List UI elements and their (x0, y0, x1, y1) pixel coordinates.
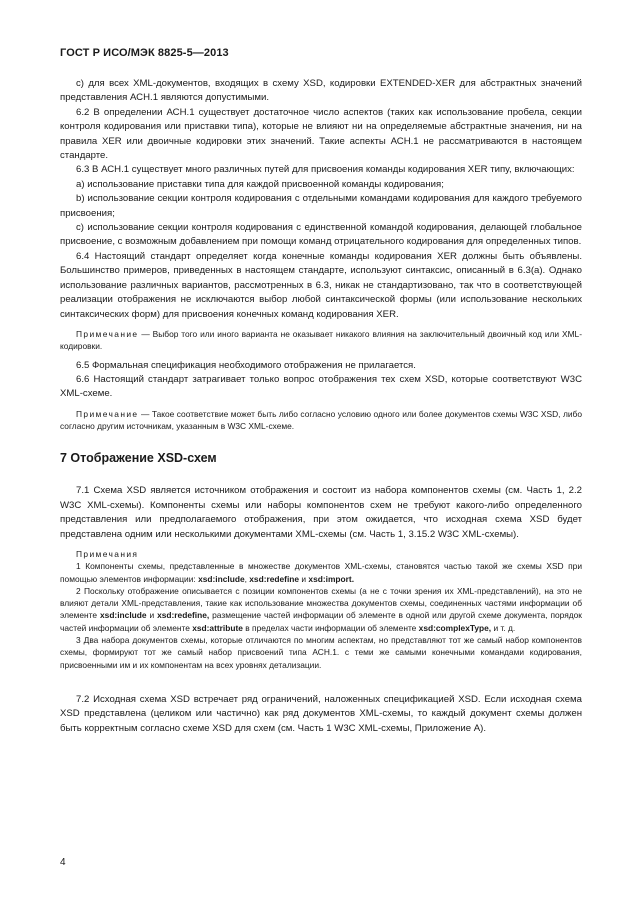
code-term: xsd:redefine, (157, 610, 210, 621)
page-content (60, 77, 582, 736)
paragraph-6-3: 6.3 В АСН.1 существует много различных путей для присвоения команды кодирования XER типу, включающих: (76, 164, 575, 176)
paragraph-6-3-c: с) использование секции контроля кодирования с единственной командой кодирования, делающей глобальное присвоение, с возможным добавлением при помощи команд отрицательного кодирования для определенных типов. (60, 222, 582, 248)
paragraph-6-5: 6.5 Формальная спецификация необходимого отображения не прилагается. (76, 359, 416, 371)
note-text: — Выбор того или иного варианта не оказывает никакого влияния на заключительный двоичный код или XML-кодировки. (60, 328, 582, 352)
note-text: размещение частей информации об элементе в одной или другой схеме документа, порядок частей информации об элементе (60, 610, 582, 633)
note-7-1-2 (60, 585, 582, 634)
paragraph-6-3-b: b) использование секции контроля кодирования с отдельными командами кодирования для каждого требуемого присвоения; (60, 193, 582, 219)
note-text: , (244, 573, 250, 584)
code-term: xsd:include (198, 573, 245, 584)
note-text: и (146, 610, 158, 621)
note-text: и (299, 573, 309, 584)
paragraph-6-4: 6.4 Настоящий стандарт определяет когда конечные команды кодирования XER должны быть объявлены. Большинство примеров, приведенных в настоящем стандарте, используют синтаксис, описанный в 6.3(a). Однако использование различных вариантов, рассмотренных в 6.3, никак не стандартизовано, так что в соответствующей реализации отображения не исключаются выбор любой синтаксической формы (или использование нескольких синтаксических форм) для присвоения конечных команд кодирования XER. (60, 250, 582, 320)
note-label: Примечание (76, 408, 139, 419)
code-term: xsd:attribute (192, 622, 243, 633)
note-text: 1 Компоненты схемы, представленные в множестве документов XML-схемы, становятся частью такой же схемы XSD при помощью элементов информации: (60, 561, 582, 584)
note-6-4 (60, 328, 582, 353)
code-term: xsd:import. (308, 573, 355, 584)
code-term: xsd:include (100, 610, 147, 621)
section-7-heading: 7 Отображение XSD-схем (60, 451, 217, 466)
note-text: — Такое соответствие может быть либо согласно условию одного или более документов схемы W3C XSD, либо согласно другим источникам, указанным в W3C XML-схеме. (60, 408, 582, 432)
paragraph-6-3-a: а) использование приставки типа для каждой присвоенной команды кодирования; (76, 178, 444, 190)
page-number: 4 (60, 857, 66, 868)
code-term: xsd:complexType, (418, 622, 492, 633)
note-text: в пределах части информации об элементе (242, 622, 419, 633)
note-text: 2 Поскольку отображение описывается с позиции компонентов схемы (а не с точки зрения их XML-представлений), на это не влияют детали XML-представления, такие как использование множества документов схемы, соединенных частями информации об элементе (60, 585, 582, 621)
paragraph-6-6: 6.6 Настоящий стандарт затрагивает только вопрос отображения тех схем XSD, которые соответствуют W3C XML-схеме. (60, 373, 582, 400)
notes-title: Примечания (76, 548, 139, 559)
note-7-1-3: 3 Два набора документов схемы, которые отличаются по многим аспектам, но представляют тот же самый набор компонентов схемы, формируют тот же самый набор присвоений типа АСН.1. с теми же самыми конечными командами кодирования, присвоенными им и их компонентам на всех уровнях детализации. (60, 635, 582, 670)
paragraph-6-2: 6.2 В определении АСН.1 существует достаточное число аспектов (таких как использование пробела, секции контроля кодирования или приставки типа), которые не влияют ни на определяемые абстрактные значения, ни на правила XER или двоичные кодировки этих значений. Такие аспекты АСН.1 не рассматриваются в настоящем стандарте. (60, 106, 582, 162)
paragraph-7-1: 7.1 Схема XSD является источником отображения и состоит из набора компонентов схемы (см. Часть 1, 2.2 W3C XML-схемы). Компоненты схемы или наборы компонентов схем не требуют какого-либо определенного представления или предполагаемого отображения, при этом ожидается, что исходная схема XSD будет представлена одним или несколькими документами XML-схемы (см. Часть 1, 3.15.2 W3C XML-схемы). (60, 485, 582, 540)
code-term: xsd:redefine (249, 573, 300, 584)
note-text: и т. д. (491, 622, 516, 633)
standard-header: ГОСТ Р ИСО/МЭК 8825-5—2013 (60, 47, 229, 59)
note-label: Примечание (76, 328, 139, 339)
paragraph-c-all-xml-docs: с) для всех XML-документов, входящих в схему XSD, кодировки EXTENDED-XER для абстрактных значений представления АСН.1 являются допустимыми. (60, 78, 582, 104)
note-6-6 (60, 408, 582, 433)
paragraph-7-2: 7.2 Исходная схема XSD встречает ряд ограничений, наложенных спецификацией XSD. Если исходная схема XSD представлена (целиком или частично) как ряд документов XML-схемы, то каждый документ схемы должен быть корректным согласно схеме XSD для схем (см. Часть 1 W3C XML-схемы, Приложение А). (60, 693, 582, 734)
note-7-1-1 (60, 560, 582, 585)
